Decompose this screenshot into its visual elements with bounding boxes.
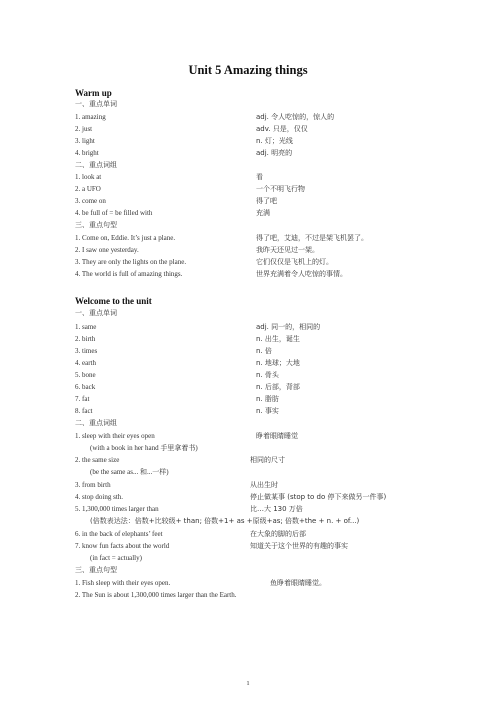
phrase-en: 3. come on [75,197,106,205]
vocab-en: 2. just [75,125,93,133]
vocab-en: 3. light [75,137,95,145]
phrase-zh: 知道关于这个世界的有趣的事实 [250,542,348,550]
phrase-zh: 相同的尺寸 [250,456,285,464]
section-heading-warmup: Warm up [75,88,112,98]
phrase-en: 6. in the back of elephants’ feet [75,530,163,538]
vocab-zh: n. 事实 [256,407,279,415]
vocab-en: 3. times [75,347,98,355]
vocab-label: 一、重点单词 [75,309,117,317]
sentence-zh: 鱼睁着眼睛睡觉。 [270,579,326,587]
sentence-zh: 得了吧，艾迪，不过是架飞机罢了。 [256,234,368,242]
phrase-zh: 充满 [256,209,270,217]
phrase-zh: 停止做某事 (stop to do 停下来做另一件事) [250,493,387,501]
phrase-en: 7. know fun facts about the world [75,542,170,550]
vocab-en: 5. bone [75,371,96,379]
sentence-zh: 我昨天还见过一架。 [256,246,319,254]
phrase-label: 二、重点词组 [75,419,117,427]
phrase-en: 5. 1,300,000 times larger than [75,505,159,513]
sentence-en: 2. I saw one yesterday. [75,246,139,254]
vocab-zh: n. 倍 [256,347,272,355]
vocab-en: 8. fact [75,407,93,415]
phrase-label: 二、重点词组 [75,161,117,169]
page-title: Unit 5 Amazing things [188,63,308,77]
sentence-zh: 它们仅仅是飞机上的灯。 [256,258,333,266]
sentence-en: 1. Come on, Eddie. It’s just a plane. [75,234,176,242]
vocab-en: 2. birth [75,335,96,343]
phrase-note: (in fact = actually) [90,554,142,562]
phrase-note: (倍数表达法：倍数+比较级+ than; 倍数+1+ as +原级+as; 倍数+the + n. + of...) [90,517,360,525]
vocab-label: 一、重点单词 [75,100,117,108]
phrase-en: 3. from birth [75,481,111,489]
sentence-en: 3. They are only the lights on the plane. [75,258,187,266]
vocab-zh: adv. 只是，仅仅 [256,125,308,133]
phrase-en: 4. stop doing sth. [75,493,124,501]
vocab-en: 1. same [75,323,97,331]
vocab-en: 1. amazing [75,113,106,121]
phrase-en: 1. sleep with their eyes open [75,432,155,440]
vocab-zh: adj. 同一的，相同的 [256,323,321,331]
vocab-en: 6. back [75,383,96,391]
vocab-en: 4. earth [75,359,96,367]
phrase-en: 4. be full of = be filled with [75,209,153,217]
phrase-zh: 看 [256,173,263,181]
sentence-en: 4. The world is full of amazing things. [75,270,183,278]
sentence-label: 三、重点句型 [75,221,117,229]
sentence-zh: 世界充满着令人吃惊的事情。 [256,270,347,278]
phrase-en: 2. a UFO [75,185,101,193]
vocab-en: 4. bright [75,149,99,157]
phrase-zh: 比…大 130 万倍 [250,505,303,513]
vocab-zh: adj. 明亮的 [256,149,293,157]
vocab-zh: n. 骨头 [256,371,279,379]
vocab-zh: n. 后部，背部 [256,383,300,391]
vocab-zh: adj. 令人吃惊的，惊人的 [256,113,335,121]
page-number: 1 [246,680,250,687]
phrase-zh: 睁着眼睛睡觉 [256,432,298,440]
sentence-en: 2. The Sun is about 1,300,000 times larger than the Earth. [75,591,237,599]
phrase-zh: 一个不明飞行物 [256,185,305,193]
vocab-en: 7. fat [75,395,90,403]
phrase-zh: 在大象的脚的后部 [250,530,306,538]
vocab-zh: n. 地球；大地 [256,359,300,367]
phrase-en: 1. look at [75,173,102,181]
sentence-label: 三、重点句型 [75,566,117,574]
vocab-zh: n. 灯；光线 [256,137,293,145]
sentence-en: 1. Fish sleep with their eyes open. [75,579,171,587]
phrase-note: (be the same as... 和...一样) [90,468,169,476]
vocab-zh: n. 脂肪 [256,395,279,403]
phrase-zh: 得了吧 [256,197,277,205]
section-heading-welcome: Welcome to the unit [75,296,152,306]
phrase-zh: 从出生时 [250,481,278,489]
vocab-zh: n. 出生，诞生 [256,335,300,343]
phrase-en: 2. the same size [75,456,120,464]
phrase-note: (with a book in her hand 手里拿着书) [90,444,198,452]
